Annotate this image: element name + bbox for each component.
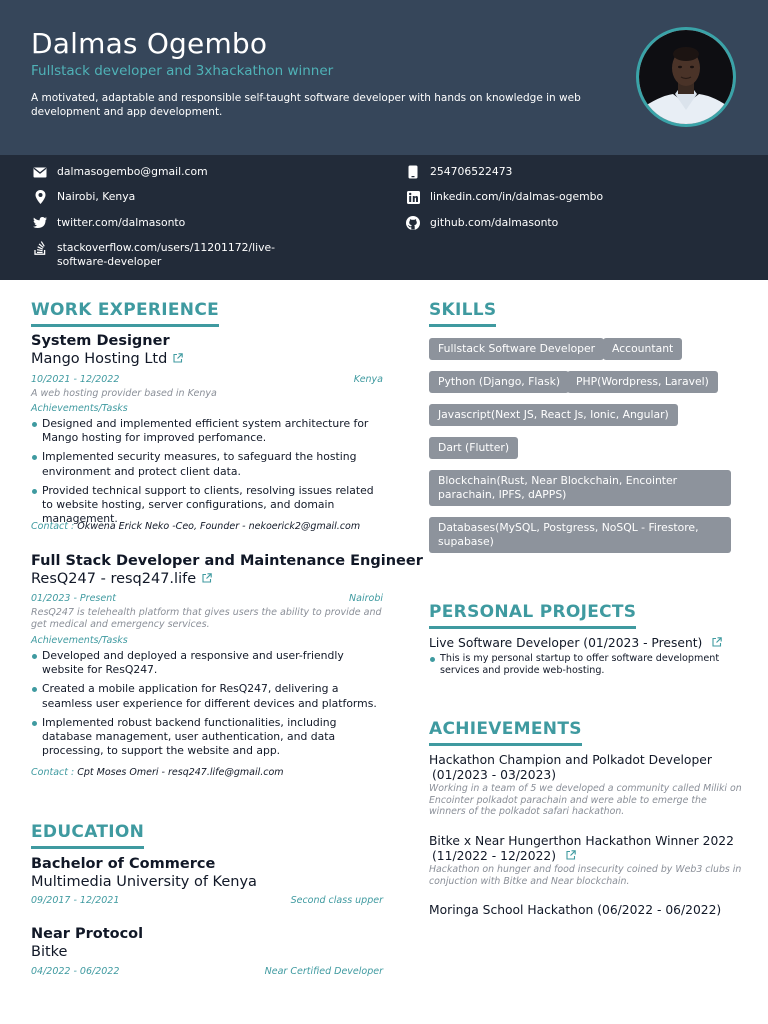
list-item: Developed and deployed a responsive and user-friendly website for ResQ247. (31, 649, 383, 677)
external-link-icon[interactable] (202, 571, 212, 587)
summary-text: A motivated, adaptable and responsible self-taught software developer with hands on knowledge in web development and app development. (31, 92, 581, 118)
twitter-icon (33, 216, 47, 230)
skill-tag: Javascript(Next JS, React Js, Ionic, Angular) (429, 404, 678, 426)
job-dates: 01/2023 - Present (31, 593, 116, 604)
education-note: Near Certified Developer (264, 966, 383, 977)
contact-bar (0, 155, 768, 280)
education-note: Second class upper (290, 895, 383, 906)
job-meta (31, 593, 383, 604)
skill-tag: Blockchain(Rust, Near Blockchain, Encointer parachain, IPFS, dAPPS) (429, 470, 731, 506)
job-dates: 10/2021 - 12/2022 (31, 374, 120, 385)
job-title: Full Stack Developer and Maintenance Engineer (31, 553, 423, 569)
achievement-description: Working in a team of 5 we developed a community called Miliki on Encointer polkadot parachain and were able to emerge the winners of the polkadot safari hackathon. (429, 783, 742, 817)
job-bullets (31, 649, 383, 763)
job-company[interactable]: ResQ247 - resq247.life (31, 571, 212, 587)
achievement-name: Moringa School Hackathon (06/2022 - 06/2022) (429, 903, 722, 917)
list-item: Provided technical support to clients, resolving issues related to website hosting, server configurations, and domain management. (31, 484, 383, 527)
project-bullets (429, 653, 729, 676)
education-degree: Near Protocol (31, 926, 144, 942)
skill-tag: Python (Django, Flask) (429, 371, 569, 393)
email-icon (33, 165, 47, 179)
contact-twitter[interactable]: twitter.com/dalmasonto (33, 216, 185, 230)
job-description: ResQ247 is telehealth platform that gives users the ability to provide and get medical and emergency services. (31, 607, 382, 630)
job-location: Nairobi (349, 593, 383, 604)
skill-tag: Dart (Flutter) (429, 437, 518, 459)
achievement-name[interactable]: Bitke x Near Hungerthon Hackathon Winner 2022 (11/2022 - 12/2022) (429, 834, 734, 863)
achievements-label: Achievements/Tasks (31, 635, 128, 646)
resume-header (0, 0, 768, 155)
skill-tag: Fullstack Software Developer (429, 338, 604, 360)
education-school: Bitke (31, 944, 68, 960)
education-degree: Bachelor of Commerce (31, 856, 216, 872)
external-link-icon[interactable] (712, 636, 722, 651)
education-meta (31, 966, 383, 977)
location-pin-icon (33, 190, 47, 204)
github-icon (406, 216, 420, 230)
contact-linkedin[interactable]: linkedin.com/in/dalmas-ogembo (406, 190, 603, 204)
job-title: System Designer (31, 333, 170, 349)
education-dates: 09/2017 - 12/2021 (31, 895, 120, 906)
phone-icon (406, 165, 420, 179)
contact-email[interactable]: dalmasogembo@gmail.com (33, 165, 208, 179)
achievement-name: Hackathon Champion and Polkadot Developer (01/2023 - 03/2023) (429, 753, 712, 782)
project-name[interactable]: Live Software Developer (01/2023 - Present) (429, 636, 739, 651)
education-heading: EDUCATION (31, 822, 144, 849)
contact-stackoverflow[interactable]: stackoverflow.com/users/11201172/live-software-developer (33, 241, 323, 269)
list-item: Created a mobile application for ResQ247, delivering a seamless user experience for different devices and platforms. (31, 682, 383, 710)
linkedin-icon (406, 190, 420, 204)
job-meta (31, 374, 383, 385)
job-contact: Contact : Cpt Moses Omeri - resq247.life@gmail.com (31, 767, 284, 778)
job-company[interactable]: Mango Hosting Ltd (31, 351, 183, 367)
contact-phone[interactable]: 254706522473 (406, 165, 512, 179)
external-link-icon[interactable] (173, 351, 183, 367)
profile-photo (636, 27, 736, 127)
education-school: Multimedia University of Kenya (31, 874, 257, 890)
projects-heading: PERSONAL PROJECTS (429, 602, 636, 629)
skill-tag: Accountant (603, 338, 682, 360)
education-dates: 04/2022 - 06/2022 (31, 966, 120, 977)
person-subtitle: Fullstack developer and 3xhackathon winner (31, 63, 334, 79)
job-location: Kenya (353, 374, 383, 385)
job-description: A web hosting provider based in Kenya (31, 388, 217, 399)
skill-tag: PHP(Wordpress, Laravel) (567, 371, 718, 393)
education-meta (31, 895, 383, 906)
stackoverflow-icon (33, 241, 47, 255)
person-name: Dalmas Ogembo (31, 27, 268, 60)
list-item: This is my personal startup to offer software development services and provide web-hosting. (429, 653, 729, 676)
work-experience-heading: WORK EXPERIENCE (31, 300, 219, 327)
contact-github[interactable]: github.com/dalmasonto (406, 216, 558, 230)
list-item: Implemented security measures, to safeguard the hosting environment and protect client data. (31, 450, 383, 478)
job-bullets (31, 417, 383, 531)
achievement-description: Hackathon on hunger and food insecurity coined by Web3 clubs in conjuction with Bitke and Near blockchain. (429, 864, 742, 887)
external-link-icon[interactable] (566, 849, 576, 864)
list-item: Implemented robust backend functionalities, including database management, user authentication, and data processing, to support the website and app. (31, 716, 383, 759)
contact-location: Nairobi, Kenya (33, 190, 135, 204)
achievements-heading: ACHIEVEMENTS (429, 719, 582, 746)
skill-tag: Databases(MySQL, Postgress, NoSQL - Firestore, supabase) (429, 517, 731, 553)
skills-heading: SKILLS (429, 300, 496, 327)
achievements-label: Achievements/Tasks (31, 403, 128, 414)
list-item: Designed and implemented efficient system architecture for Mango hosting for improved perfomance. (31, 417, 383, 445)
job-contact: Contact : Okwena Erick Neko -Ceo, Founder - nekoerick2@gmail.com (31, 521, 361, 532)
